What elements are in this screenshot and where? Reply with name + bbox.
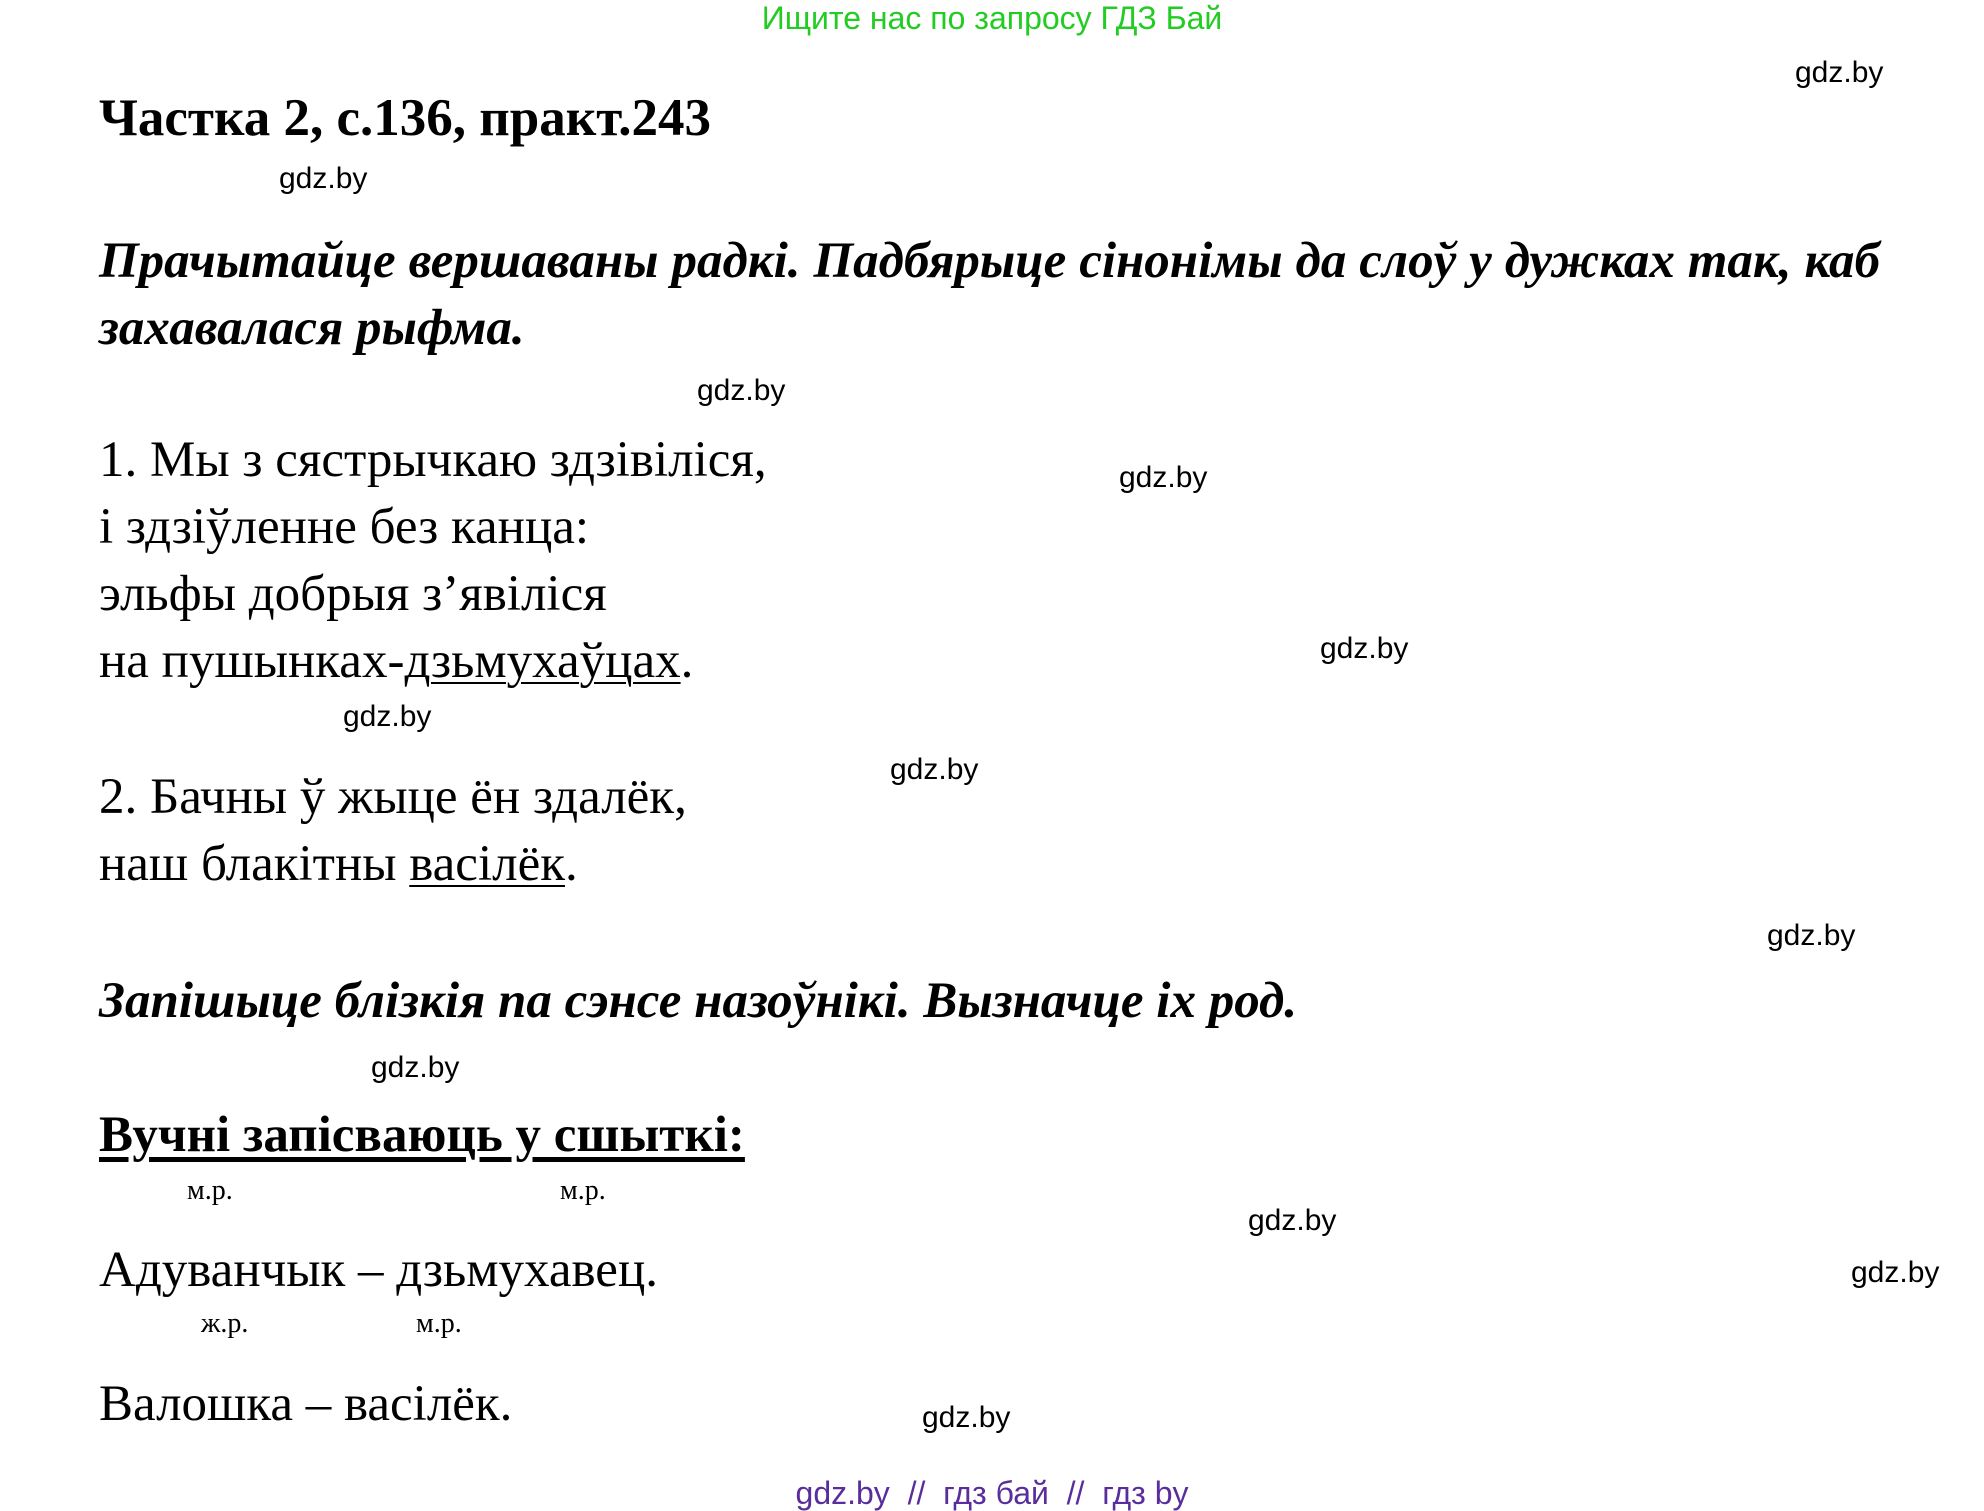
watermark: gdz.by [697,374,786,407]
poem-text: . [680,633,694,689]
watermark: gdz.by [890,753,979,786]
underlined-word: дзьмухаўцах [404,633,681,689]
poem-text: . [564,836,578,892]
task-instruction-2: Запішыце блізкія па сэнсе назоўнікі. Вызначце іх род. [99,973,1298,1029]
poem-line [99,628,767,695]
watermark: gdz.by [1320,632,1409,665]
task-instruction-1: Прачытайце вершаваны радкі. Падбярыце сінонімы да слоў у дужках так, каб захавалася рыфма. [99,233,1880,356]
poem-line: эльфы добрыя з’явіліся [99,566,607,622]
poem-text: на пушынках- [99,633,405,689]
page-title: Частка 2, с.136, практ.243 [99,89,712,147]
answer-line: Валошка – васілёк. [99,1376,513,1432]
footer-links: gdz.by // гдз бай // гдз by [795,1475,1189,1511]
watermark: gdz.by [1851,1256,1940,1289]
watermark: gdz.by [279,162,368,195]
watermark: gdz.by [1119,461,1208,494]
search-banner: Ищите нас по запросу ГДЗ Бай [761,0,1223,36]
watermark: gdz.by [1795,56,1884,89]
poem-line: 1. Мы з сястрычкаю здзівіліся, [99,432,767,488]
watermark: gdz.by [371,1051,460,1084]
gender-label: м.р. [560,1175,606,1206]
gender-label: ж.р. [201,1308,249,1339]
watermark: gdz.by [343,700,432,733]
gender-label: м.р. [187,1175,233,1206]
gender-label: м.р. [416,1308,462,1339]
poem-2 [99,764,687,898]
poem-text: наш блакітны [99,836,410,892]
poem-line: 2. Бачны ў жыце ён здалёк, [99,769,687,825]
poem-1 [99,427,767,695]
underlined-word: васілёк [409,836,565,892]
poem-line [99,831,687,898]
answer-line: Адуванчык – дзьмухавец. [99,1242,658,1298]
watermark: gdz.by [1767,919,1856,952]
watermark: gdz.by [1248,1204,1337,1237]
watermark: gdz.by [922,1401,1011,1434]
answer-heading: Вучні запісваюць у сшыткі: [99,1107,745,1163]
poem-line: і здзіўленне без канца: [99,499,590,555]
